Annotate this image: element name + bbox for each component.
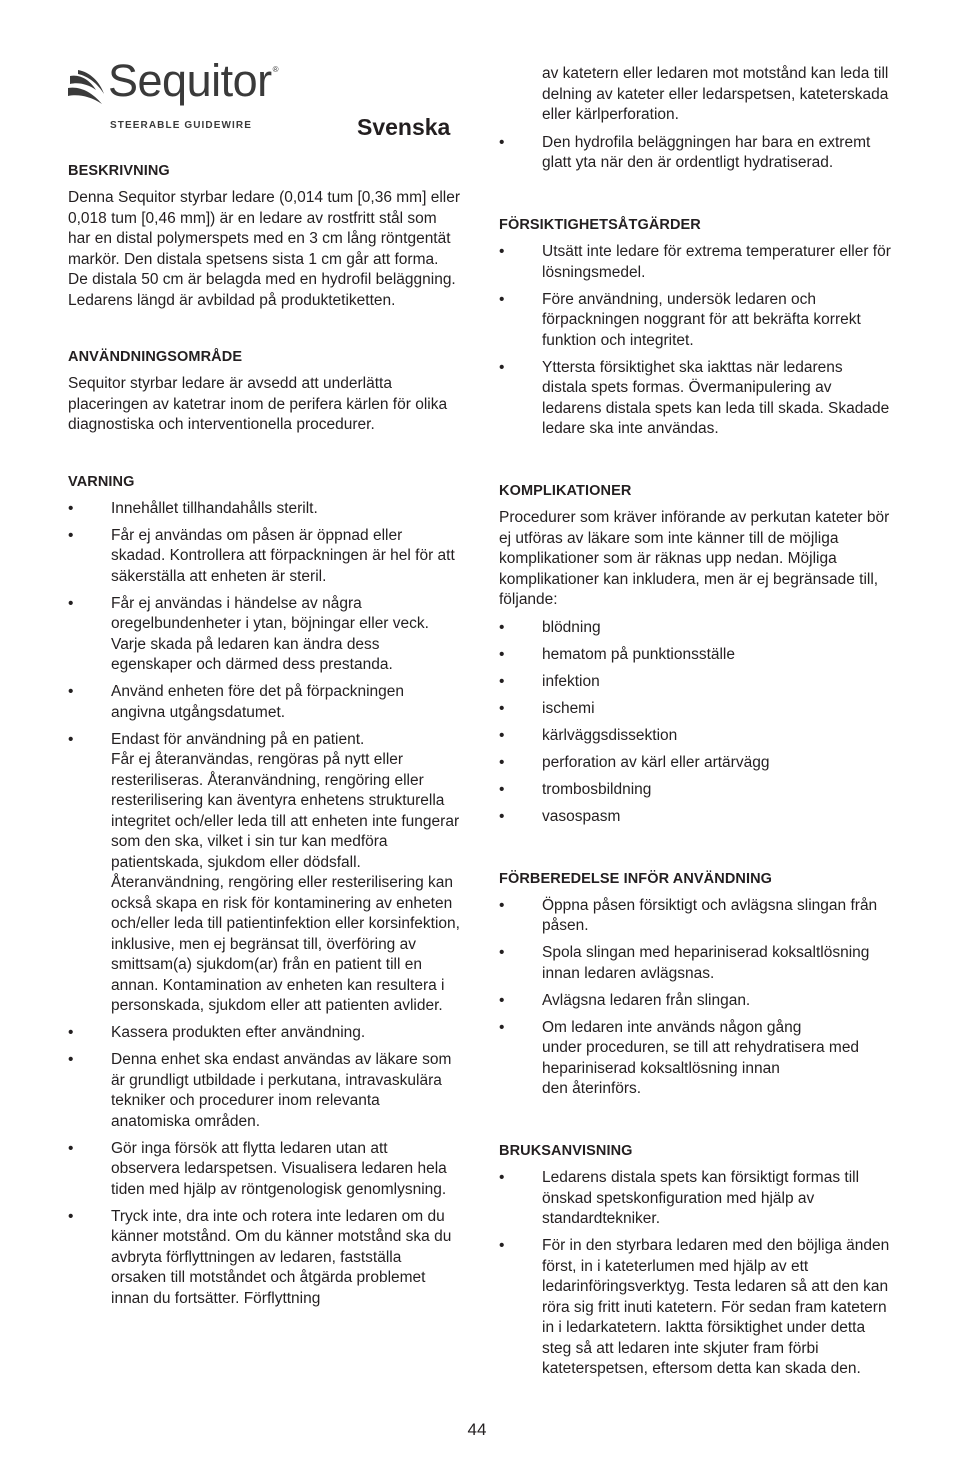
list-item: • Denna enhet ska endast användas av läkare som är grundligt utbildade i perkutana, intravaskulära tekniker och procedurer inom relevanta anatomiska områden.	[68, 1051, 452, 1130]
list-item-continuation: av katetern eller ledaren mot motstånd kan leda till delning av kateter eller ledarspetsen, kateterskada eller kärlperforation.	[542, 65, 889, 123]
spacer	[499, 834, 891, 870]
language-heading: Svenska	[357, 114, 451, 140]
spacer	[499, 446, 891, 482]
section-heading: VARNING	[68, 473, 135, 490]
list-item: • Får ej användas om påsen är öppnad eller skadad. Kontrollera att förpackningen är hel för att säkerställa att enheten är steril.	[68, 526, 455, 585]
list-item: • Om ledaren inte används någon gång under proceduren, se till att rehydratisera med hepariniserad koksaltlösning innan den återinförs.	[499, 1018, 860, 1097]
section-heading: BESKRIVNING	[68, 163, 170, 179]
list-item: • För in den styrbara ledaren med den böjliga änden först, in i kateterlumen med hjälp av ett ledarinföringsverktyg. Testa ledaren så att den kan röra sig fritt inuti katetern. För sedan fram katetern in i ledarkatetern. Iaktta försiktighet under detta steg så att ledaren inte skjuter fram förbi kateterspetsen, eftersom detta kan skada den.	[499, 1237, 890, 1377]
complications-list	[499, 618, 891, 828]
sequitor-logo	[66, 55, 279, 136]
spacer	[499, 180, 891, 216]
list-item: • infektion	[499, 672, 600, 690]
spacer	[68, 311, 460, 348]
list-item: • Använd enheten före det på förpackningen angivna utgångsdatumet.	[68, 683, 405, 721]
list-item: • trombosbildning	[499, 780, 652, 798]
list-item: • blödning	[499, 618, 601, 636]
left-column	[68, 162, 460, 1316]
warning-list-continued	[499, 133, 891, 174]
logo-wordmark: Sequitor®	[108, 55, 279, 106]
warning-list	[68, 499, 460, 1310]
section-text: Procedurer som kräver införande av perkutan kateter bör ej utföras av läkare som inte känner till de möjliga komplikationer som är räknas upp nedan. Möjliga komplikationer kan inkludera, men är ej begränsade till, följande:	[499, 509, 890, 608]
section-heading: FÖRSIKTIGHETSÅTGÄRDER	[499, 217, 701, 233]
spacer	[68, 436, 460, 473]
list-item: • Utsätt inte ledare för extrema temperaturer eller för lösningsmedel.	[499, 243, 891, 281]
list-item: • Tryck inte, dra inte och rotera inte ledaren om du känner motstånd. Om du känner motstånd ska du avbryta förflyttningen av ledaren, fastställa orsaken till motståndet och åtgärda problemet innan du fortsätter. Förflyttning	[68, 1207, 452, 1307]
logo-tagline: STEERABLE GUIDEWIRE	[110, 120, 253, 131]
list-item: • perforation av kärl eller artärvägg	[499, 753, 770, 771]
list-item: • ischemi	[499, 699, 595, 717]
right-column	[499, 64, 891, 1386]
precautions-list	[499, 242, 891, 440]
list-item: • kärlväggsdissektion	[499, 726, 678, 744]
preparation-list	[499, 896, 891, 1100]
list-item: • Avlägsna ledaren från slingan.	[499, 991, 751, 1009]
section-heading: BRUKSANVISNING	[499, 1143, 633, 1159]
list-item: • Innehållet tillhandahålls sterilt.	[68, 499, 318, 517]
list-item: • Får ej användas i händelse av några oregelbundenheter i ytan, böjningar eller veck. Varje skada på ledaren kan ändra dess egenskaper och därmed dess prestanda.	[68, 594, 429, 673]
instructions-list	[499, 1168, 891, 1380]
spacer	[499, 1106, 891, 1142]
list-item: • Öppna påsen försiktigt och avlägsna slingan från påsen.	[499, 896, 878, 934]
section-heading: FÖRBEREDELSE INFÖR ANVÄNDNING	[499, 870, 773, 887]
section-heading: ANVÄNDNINGSOMRÅDE	[68, 349, 243, 365]
page-number: 44	[467, 1420, 487, 1439]
list-item: • Endast för användning på en patient. Får ej återanvändas, rengöras på nytt eller resteriliseras. Återanvändning, rengöring eller resterilisering kan äventyra enhetens strukturella integritet och/eller leda till att enheten inte fungerar som den ska, vilket i sin tur kan medföra patientskada, sjukdom eller dödsfall. Återanvändning, rengöring eller resterilisering kan också skapa en risk för kontaminering av enheten och/eller leda till patientinfektion eller korsinfektion, inklusive, men ej begränsat till, överföring av smittsam(a) sjukdom(ar) från en patient till en annan. Kontamination av enheten kan resultera i personskada, sjukdom eller att patienten avlider.	[68, 730, 460, 1014]
list-item: • Yttersta försiktighet ska iakttas när ledarens distala spets formas. Övermanipulering av ledarens distala spets kan leda till skada. Skadade ledare ska inte användas.	[499, 358, 890, 437]
list-item: • Kassera produkten efter användning.	[68, 1024, 366, 1041]
sequitor-swoosh-icon	[66, 68, 106, 112]
list-item: • vasospasm	[499, 807, 621, 825]
section-text: Denna Sequitor styrbar ledare (0,014 tum [0,36 mm] eller 0,018 tum [0,46 mm]) är en ledare av rostfritt stål som har en distal polymerspets med en 3 cm lång röntgentät markör. Den distala spetsens sista 1 cm går att forma. De distala 50 cm är belagda med en hydrofil beläggning. Ledarens längd är avbildad på produktetiketten.	[68, 189, 460, 309]
list-item: • Före användning, undersök ledaren och förpackningen noggrant för att bekräfta korrekt funktion och integritet.	[499, 290, 861, 349]
list-item: • hematom på punktionsställe	[499, 645, 736, 663]
list-item: • Den hydrofila beläggningen har bara en extremt glatt yta när den är ordentligt hydratiserad.	[499, 133, 871, 171]
list-item: • Ledarens distala spets kan försiktigt formas till önskad spetskonfiguration med hjälp av standardtekniker.	[499, 1169, 860, 1227]
section-text: Sequitor styrbar ledare är avsedd att underlätta placeringen av katetrar inom de perifera kärlen för olika diagnostiska och interventionella procedurer.	[68, 375, 448, 433]
list-item: • Gör inga försök att flytta ledaren utan att observera ledarspetsen. Visualisera ledaren hela tiden med hjälp av röntgenologisk genomlysning.	[68, 1139, 447, 1198]
list-item: • Spola slingan med hepariniserad koksaltlösning innan ledaren avlägsnas.	[499, 944, 870, 982]
section-heading: KOMPLIKATIONER	[499, 483, 632, 499]
